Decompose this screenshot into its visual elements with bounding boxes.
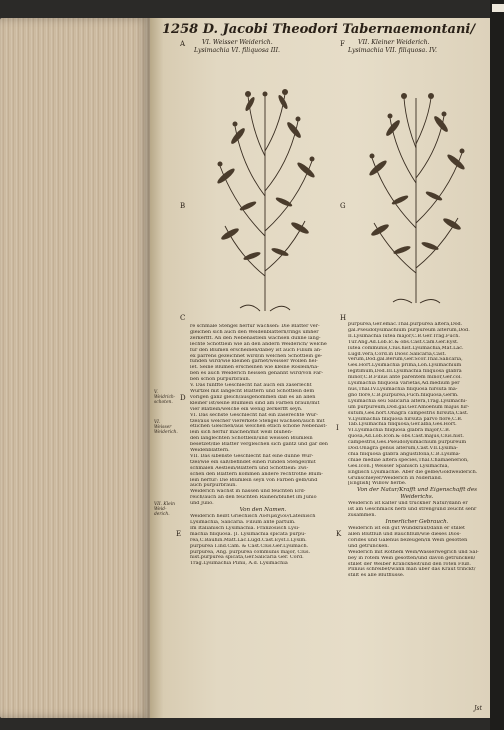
text-line: V. Das fünffte Geschlecht hat auch ein zaserlecht [190, 383, 312, 389]
left-text-column [190, 324, 336, 567]
text-line: let. Seine Blumen erscheinen wie kleine Röslein/ha- [190, 365, 319, 371]
text-line: und Julio. [190, 501, 214, 507]
book-page-edges [0, 18, 150, 718]
caption-right-1: VII. Kleiner Weiderich. [358, 39, 430, 46]
text-line: stillt es alle Blutflüsse. [348, 573, 405, 579]
text-line: re schmale Stengel herfür wachsen: Die Blätter ver- [190, 324, 320, 329]
corner-tab [492, 4, 504, 12]
margin-letter-i: I [336, 424, 339, 432]
text-line: gal.Pseudolysimachium purpureum alterum,Dod. [348, 327, 470, 333]
text-line: machia filiquosa. [I. Lysimachia spicata purpu- [190, 531, 306, 537]
text-line: corides und Galenus bezeugen/in Wein gesotten [348, 537, 468, 543]
text-line: besetzet/die Blätter vergleichen sich gantz und gar den [190, 442, 328, 448]
text-line: Weiderich mit Rothem Wein/Wasserwegrich und Sal- [348, 549, 479, 555]
caption-right-2: Lysimachia VII. filiquosa. IV. [348, 47, 437, 54]
text-line: ex parrens gezeichnet wird/in welchen Schöttlein ge- [190, 353, 323, 359]
text-line: lein herfür: Die Blümlein seyn von Farben gelb/und [190, 477, 318, 483]
text-line: lechte Schöttlein wie an den andern Weiderich/ welche [190, 341, 327, 347]
text-line: Plinius schreibet/wann man über das Kraut trinckt/ [348, 567, 476, 573]
text-line: auch purpurbraun. [190, 483, 237, 489]
plant-illustration-left [190, 56, 340, 316]
text-line: purpurea, Ang. purpurea communis major, Clus. [190, 549, 311, 555]
text-line: ben es auch Weiderich heissen genannt wird/von Far- [190, 371, 324, 377]
text-line: chia filiquosa glabra angustifolia,C.B.Lysima- [348, 451, 461, 457]
text-line: kleiner ist/seine Blümlein sind am Farben braun/mit [190, 400, 320, 406]
section-heading-internal-use: Innerlicher Gebrauch. [385, 519, 449, 526]
text-line: stillet der Weiber Kranckheit/und den roten Fluß. [348, 561, 471, 567]
text-line: purpurea I.ind.Cam. & Cast.Clus.Ger.Lysimach. [190, 543, 309, 549]
text-line: ben schön purpurbraun. [190, 377, 251, 383]
margin-letter-h: H [340, 314, 347, 322]
text-line: [English] Willow herbe. [348, 481, 407, 487]
text-line: minor,C.B.Filius ante parentem minor,Ger.col. [348, 375, 462, 381]
text-line: Lysimachia seu Salicaria altera,Trag.Lysimachi- [348, 398, 468, 404]
text-line: sutum,Ges.hort.Onagra campestris hirsuta,Cast. [348, 410, 469, 416]
text-line: lein sich herfür machen/mit weiß blühen- [190, 430, 293, 436]
side-note-vii: VII. Klein Weid- derich. [154, 502, 175, 517]
text-line: VII. Das sibenste Geschlecht hat eine dünne Wur- [190, 453, 314, 459]
text-line: um purpureum,Dod.gal.Ger.Amoenum majus hir- [348, 404, 470, 410]
text-line: Grünschleyer/Weiderich in Niderland. [348, 475, 443, 481]
plant-illustration-right [346, 58, 486, 308]
text-line: zerkerfft. An den Nebenästlein wachsen dünne lang- [190, 335, 321, 341]
text-line: VI. Das sechste Geschlecht hat ein zaserechte Wur- [190, 412, 318, 418]
section-heading-nature: Von der Natur/Krafft und Eigenschafft des Weiderichs. [356, 487, 478, 501]
text-line: Lysimachia filiquosa varietas,Ad.medium per [348, 381, 460, 387]
text-line: Ges.Icon.] Weisser Spanisch Lysimachia, [348, 463, 450, 469]
book-page [150, 18, 490, 718]
text-line: Tur.Ang.Ad.Lob.Ic.& obs.Cast.Cam.Ger.Eyst. [348, 339, 459, 345]
right-text-column [348, 322, 486, 579]
text-line: purpurea,Ger.emac.Thal.purpurea altera,Dod. [348, 322, 463, 327]
text-line: etlichen Gleichen/aus welchen etlich schöne Nebenäst- [190, 424, 328, 430]
text-line: tzel/wie ein saß/befindet einen runden Stengel/mit [190, 459, 316, 465]
text-line: chiae mediae altera species,Thal.Chamaenerion, [348, 457, 469, 463]
dark-border-right [490, 0, 504, 730]
text-line: Weiderich ist ein gut Wundkraut/dann er stillet [348, 526, 465, 532]
text-line: gleichen sich auch den Weidenblättern/rings umher [190, 329, 319, 335]
text-line: rea,C.Bauhin.Matt.Lac.Lugd.Cast.Eyst.I.Lysim. [190, 537, 307, 543]
margin-letter-g: G [340, 202, 346, 210]
text-line: funden wird/wie kleinen garnet/weisser Wollen hel- [190, 359, 318, 365]
side-note-v: V. Weidrich- schoten. [154, 390, 176, 405]
text-line: quosa,Ad.Lob.Icon.& obs.Cast.majus,Clus.hist. [348, 434, 464, 440]
text-line: für den Blumen erscheinen/dabey ist auch Filium an- [190, 347, 322, 353]
text-line: schen den Blättern kommen andere rechtrothe Blüm- [190, 471, 323, 477]
margin-letter-e: E [176, 530, 182, 538]
text-line: Weiderich wächst in nassen und feuchten Erd- [190, 489, 306, 495]
text-line: den langlechten Schöttlein/und weissen Blümlein [190, 436, 313, 442]
text-line: Im Italiänisch Lysimachia. Französisch Lysi- [190, 525, 300, 531]
text-line: Tab.Lysimachia filiquosa,Ger.alba,Ges.Hort. [348, 422, 457, 428]
text-line: Lysimachia, Salicaria. Filium ante partum. [190, 520, 296, 525]
margin-letter-d: D [180, 394, 186, 402]
text-line: bey in rotem Wein gesotten/und davon getruncken/ [348, 555, 476, 561]
text-line: Ges.Hort.Lysimachia prima,Lon.Lysimachium [348, 363, 462, 369]
text-line: Trag.Lysimachia Plinii, A.d. Lysimachia [190, 561, 288, 567]
caption-left-1: VI. Weisser Weiderich. [202, 39, 273, 46]
text-line: Lugd.vera,Cord.in Diosc.Salicaria,Cast. [348, 351, 446, 357]
text-line: hist.purpurea spicata,Ger.Salicaria Ger. Cord. [190, 555, 304, 561]
text-line: nus,Thal.IV.Lysimachia filiquosa hirsuta ma- [348, 386, 458, 392]
side-note-vi: VI. Weisser Weiderich. [154, 420, 178, 435]
text-line: lutea communis,Clus.hist.Lysimachia,Mat.Lac. [348, 345, 464, 351]
text-line: vier Blätlein/welche ein wenig zerkerfft seyn. [190, 406, 303, 412]
text-line: verum,Dod.gal.Berum,Ger.Scor.Thal.Salicaria, [348, 357, 463, 363]
margin-letter-f: F [340, 40, 345, 48]
text-line: Weiderich heißt Griechisch Λυσιμάχιον/Lateinisch [190, 514, 316, 520]
text-line: ist am Geschmack herb und streng/und zeucht sehr [348, 507, 477, 513]
text-line: und getruncken. [348, 543, 389, 549]
text-line: tzel/aus welcher viererkete Stengel wachsen/auch mit [190, 418, 325, 424]
margin-letter-b: B [180, 202, 186, 210]
text-line: campestris,Ges.Pseudolysimachium purpureum [348, 440, 467, 446]
text-line: Wurtzel mit langecht Blättern und Schöttlein dem [190, 388, 315, 394]
text-line: gno flore,C.B.purpurea,Fuch.filiquosa,Germ. [348, 392, 459, 398]
text-line: Weidenblättern. [190, 448, 230, 454]
catchword: Jst [474, 705, 482, 712]
text-line: allen Blutfluß und Bauchfluß/wie dieses Dios- [348, 532, 461, 537]
text-line: Englisch Lysimachie. Aber die gelbe/Goldweiderich. [348, 469, 478, 475]
text-line: II.Lysimachia lutea major,C.B.Ger.Trag.Fuch. [348, 333, 460, 339]
margin-letter-k: K [336, 530, 342, 538]
text-line: schmalen Aestlein/Blättern und Schöttlein: zwi- [190, 465, 309, 471]
text-line: Weiderich ist kalter und truckner Natur/dann er [348, 501, 468, 507]
text-line: vorigen ganz gleich/ausgenommen daß es an allen [190, 394, 316, 400]
text-line: reich/auch an den feuchten Rainen/blühet im Junio [190, 495, 317, 501]
section-heading-names: Von den Namen. [239, 507, 287, 514]
margin-letter-a: A [180, 40, 186, 48]
text-line: Dod.Onagra genus alterum,Cast.VII.Lysima- [348, 446, 458, 452]
page-header: 1258 D. Jacobi Theodori Tabernaemontani/ [162, 22, 476, 37]
text-line: V.Lysimachia filiquosa hirsuta parvo flore,C.B. [348, 416, 463, 422]
caption-left-2: Lysimachia VI. filiquosa III. [194, 47, 281, 54]
text-line: legitimum,Dod.III.Lysimachia filiquosa glabra [348, 369, 462, 375]
margin-letter-c: C [180, 314, 186, 322]
text-line: zusammen. [348, 513, 377, 519]
text-line: VI.Lysimachia filiquosa glabra major,C.B. [348, 428, 451, 434]
